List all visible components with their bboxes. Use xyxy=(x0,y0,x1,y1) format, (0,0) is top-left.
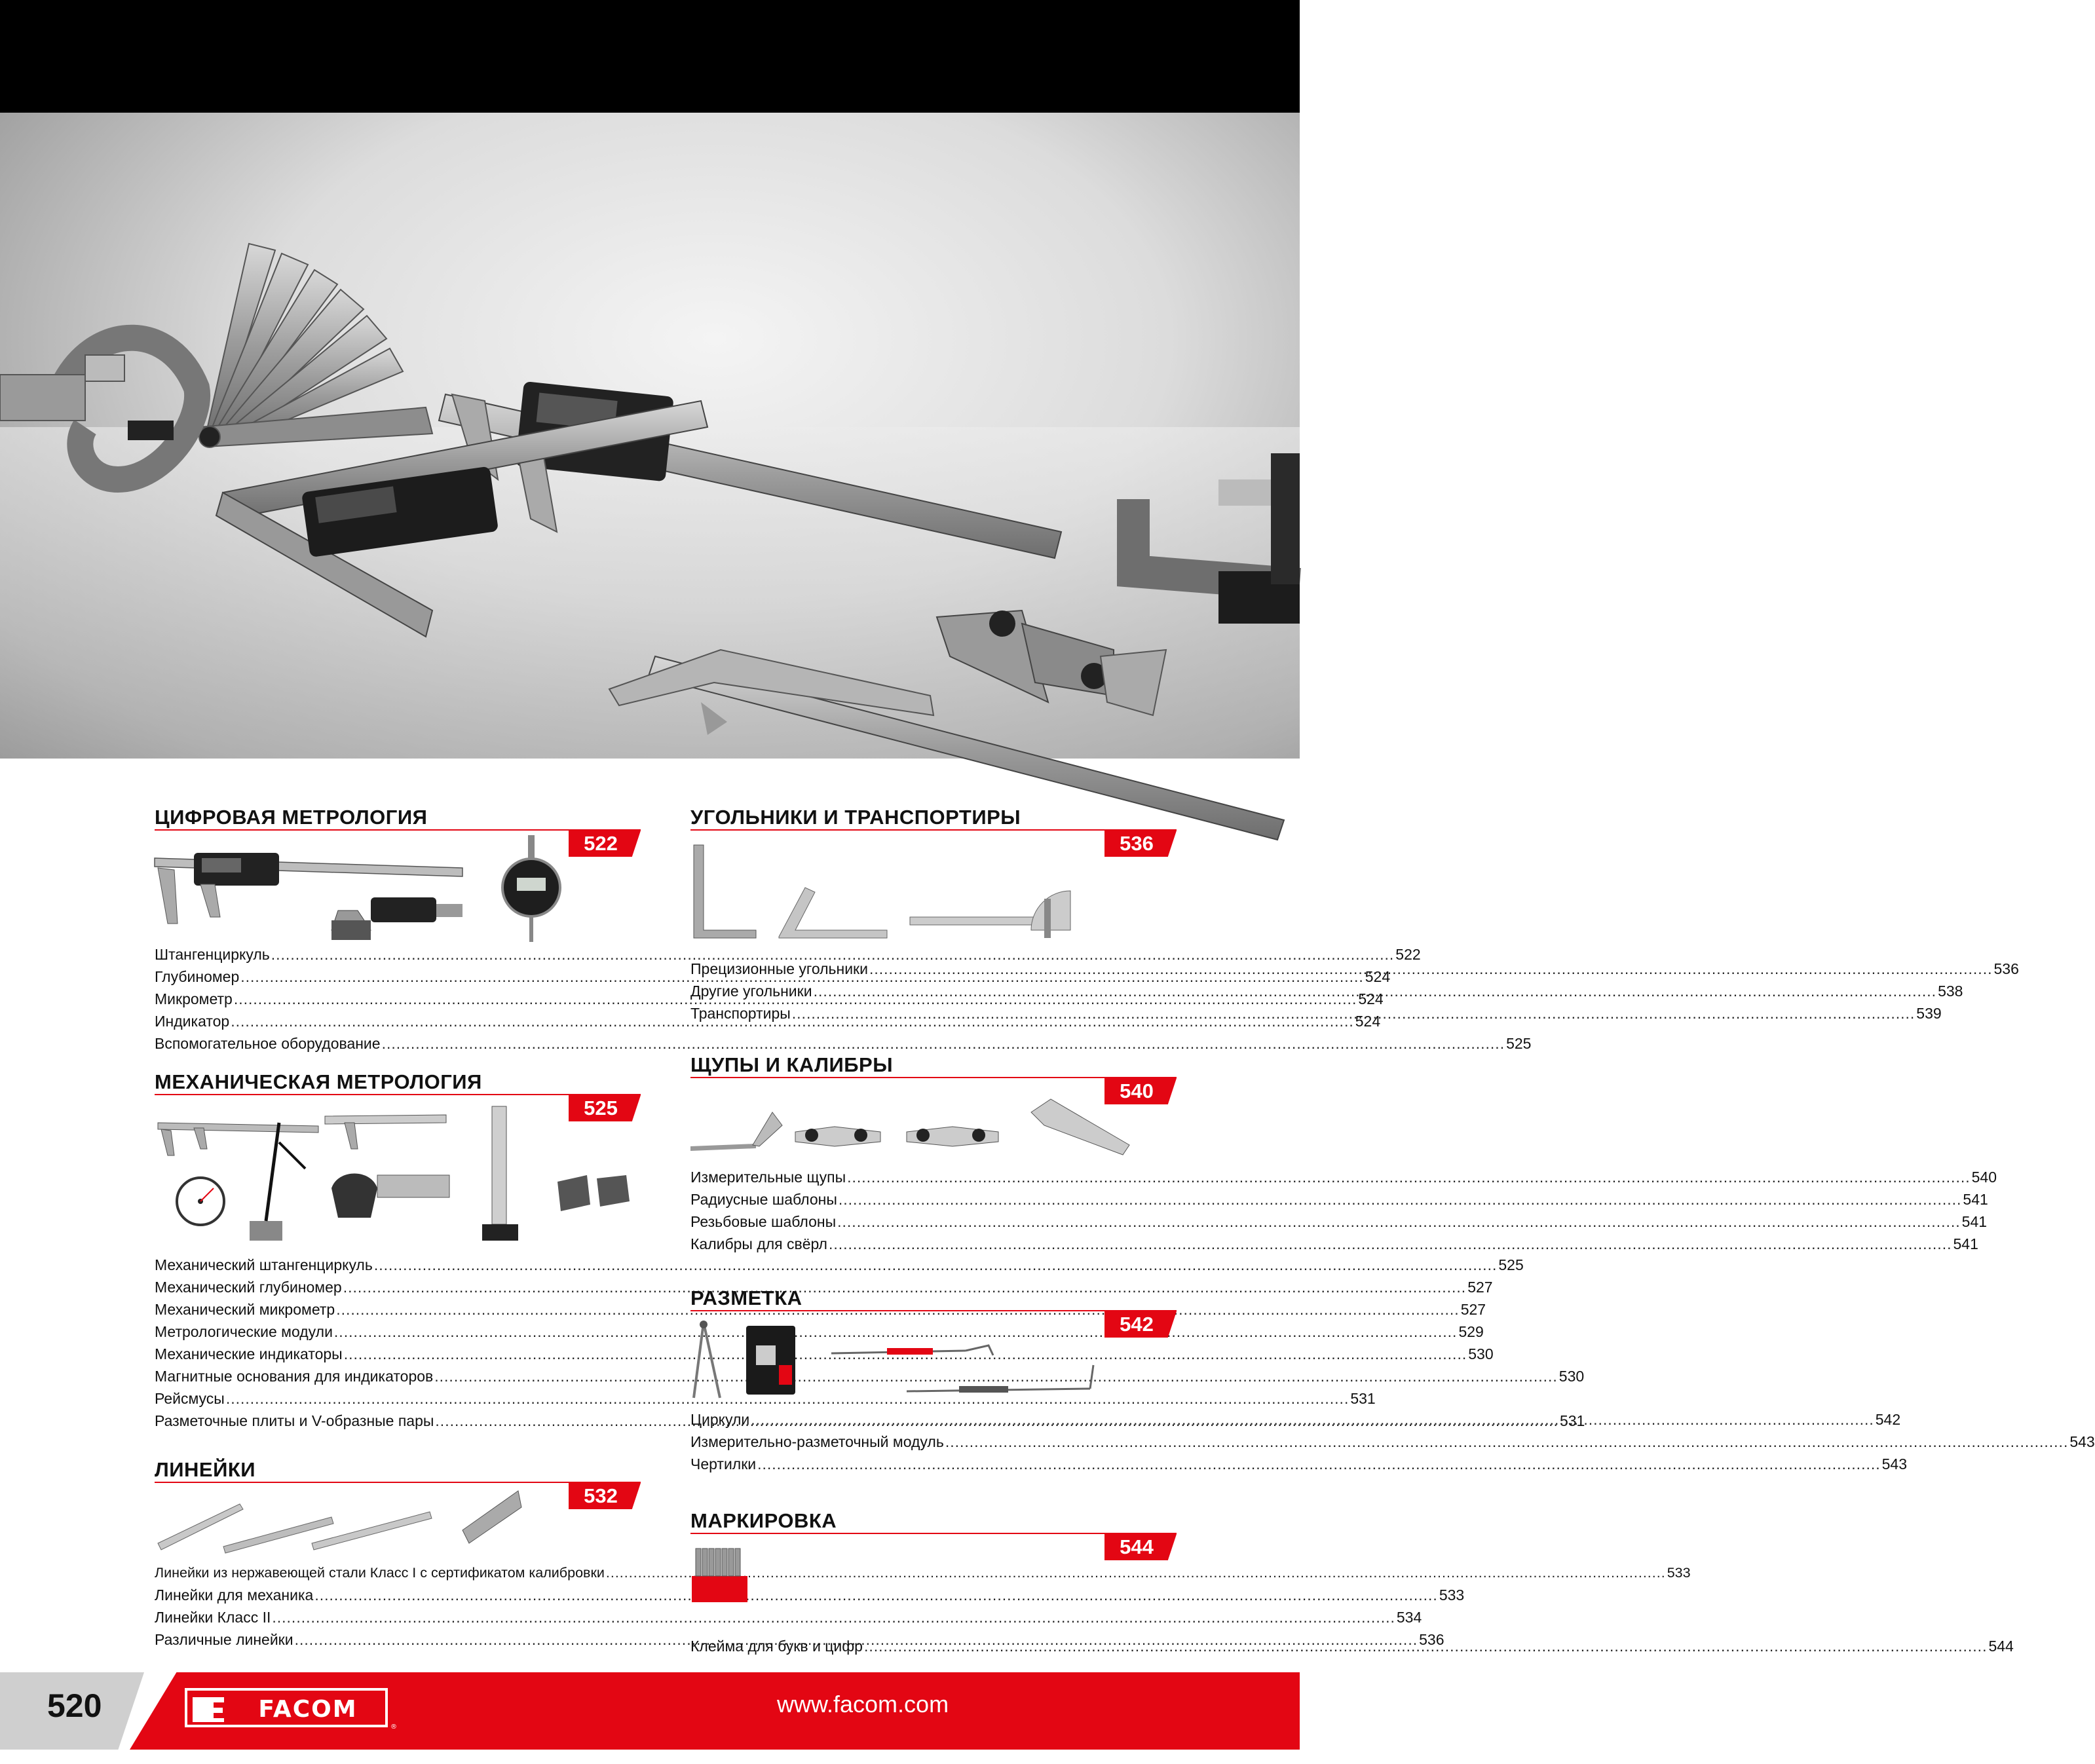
page-badge-number: 544 xyxy=(1120,1535,1154,1558)
list-item[interactable]: Вспомогательное оборудование ..... 525 xyxy=(155,1032,641,1055)
list-item[interactable]: Линейки Класс II ..... 534 xyxy=(155,1606,641,1628)
section-title: ЦИФРОВАЯ МЕТРОЛОГИЯ xyxy=(155,806,641,831)
list-item[interactable]: Линейки для механика ..... 533 xyxy=(155,1584,641,1606)
section-title: РАЗМЕТКА xyxy=(690,1286,1177,1311)
section-thumbnail xyxy=(690,1319,1177,1411)
footer-bottom-strip xyxy=(0,1750,1300,1764)
list-item[interactable]: Клейма для букв и цифр ..... 544 xyxy=(690,1635,1177,1657)
list-item[interactable]: Калибры для свёрл ..... 541 xyxy=(690,1233,1177,1255)
list-item[interactable]: Измерительно-разметочный модуль ..... 543 xyxy=(690,1431,1177,1453)
section-title: МЕХАНИЧЕСКАЯ МЕТРОЛОГИЯ xyxy=(155,1070,641,1095)
list-item[interactable]: Механический глубиномер ..... 527 xyxy=(155,1276,641,1298)
section-thumbnail xyxy=(690,1086,1177,1171)
list-item[interactable]: Прецизионные угольники ..... 536 xyxy=(690,958,1177,980)
svg-text:®: ® xyxy=(390,1723,397,1731)
list-item[interactable]: Другие угольники ..... 538 xyxy=(690,980,1177,1002)
gauges-icon xyxy=(690,1086,1177,1171)
page-badge-number: 540 xyxy=(1120,1079,1154,1102)
digital-tools-icon xyxy=(155,832,641,943)
list-item[interactable]: Резьбовые шаблоны ..... 541 xyxy=(690,1210,1177,1233)
list-item[interactable]: Механические индикаторы ..... 530 xyxy=(155,1343,641,1365)
section-title: УГОЛЬНИКИ И ТРАНСПОРТИРЫ xyxy=(690,806,1177,831)
facom-wrench-mark-icon xyxy=(193,1697,224,1722)
page-badge-number: 542 xyxy=(1120,1313,1154,1336)
list-item[interactable]: Линейки из нержавеющей стали Класс I с сертификатом калибровки ..... 533 xyxy=(155,1562,641,1584)
item-list xyxy=(690,1166,1997,1255)
squares-icon xyxy=(690,838,1177,950)
list-item[interactable]: Индикатор ..... 524 xyxy=(155,1010,641,1032)
section-title: ЛИНЕЙКИ xyxy=(155,1458,641,1483)
page-badge-number: 532 xyxy=(584,1484,618,1507)
list-item[interactable]: Магнитные основания для индикаторов ..... 530 xyxy=(155,1365,641,1387)
list-item[interactable]: Разметочные плиты и V-образные пары ..... 531 xyxy=(155,1410,641,1432)
list-item[interactable]: Циркули ..... 542 xyxy=(690,1408,1177,1431)
section-thumbnail xyxy=(690,1542,1177,1614)
list-item[interactable]: Механический микрометр ..... 527 xyxy=(155,1298,641,1321)
website-link[interactable]: www.facom.com xyxy=(777,1691,949,1717)
list-item[interactable]: Измерительные щупы ..... 540 xyxy=(690,1166,1177,1188)
list-item[interactable]: Механический штангенциркуль ..... 525 xyxy=(155,1254,641,1276)
list-item[interactable]: Метрологические модули ..... 529 xyxy=(155,1321,641,1343)
mechanical-tools-icon xyxy=(155,1097,641,1254)
hero-photo xyxy=(0,113,1300,759)
page-footer xyxy=(0,1672,1300,1764)
rulers-icon xyxy=(155,1491,641,1563)
section-thumbnail xyxy=(155,1097,641,1254)
list-item[interactable]: Радиусные шаблоны ..... 541 xyxy=(690,1188,1177,1210)
section-title: МАРКИРОВКА xyxy=(690,1509,1177,1534)
feeler-gauge-icon xyxy=(199,244,432,447)
section-title: ЩУПЫ И КАЛИБРЫ xyxy=(690,1053,1177,1078)
page-badge-number: 525 xyxy=(584,1097,618,1119)
section-thumbnail xyxy=(155,832,641,943)
list-item[interactable]: Чертилки ..... 543 xyxy=(690,1453,1177,1475)
brand-wordmark: FACOM xyxy=(258,1696,358,1723)
facom-logo[interactable] xyxy=(185,1688,396,1730)
page-badge-number: 522 xyxy=(584,832,618,855)
section-thumbnail xyxy=(155,1491,641,1563)
section-thumbnail xyxy=(690,838,1177,950)
measuring-tools-illustration xyxy=(0,113,1300,759)
page-badge-number: 536 xyxy=(1120,832,1154,855)
page-number: 520 xyxy=(47,1687,102,1724)
top-band xyxy=(0,0,1300,113)
list-item[interactable]: Транспортиры ..... 539 xyxy=(690,1002,1177,1024)
letter-stamps-icon xyxy=(690,1542,1177,1614)
list-item[interactable]: Глубиномер ..... 524 xyxy=(155,966,641,988)
section-feelers-gauges xyxy=(690,1053,1997,1252)
list-item[interactable]: Штангенциркуль ..... 522 xyxy=(155,943,641,966)
item-list xyxy=(690,1635,2014,1657)
marking-tools-icon xyxy=(690,1319,1177,1411)
list-item[interactable]: Рейсмусы ..... 531 xyxy=(155,1387,641,1410)
list-item[interactable]: Микрометр ..... 524 xyxy=(155,988,641,1010)
list-item[interactable]: Различные линейки ..... 536 xyxy=(155,1628,641,1651)
